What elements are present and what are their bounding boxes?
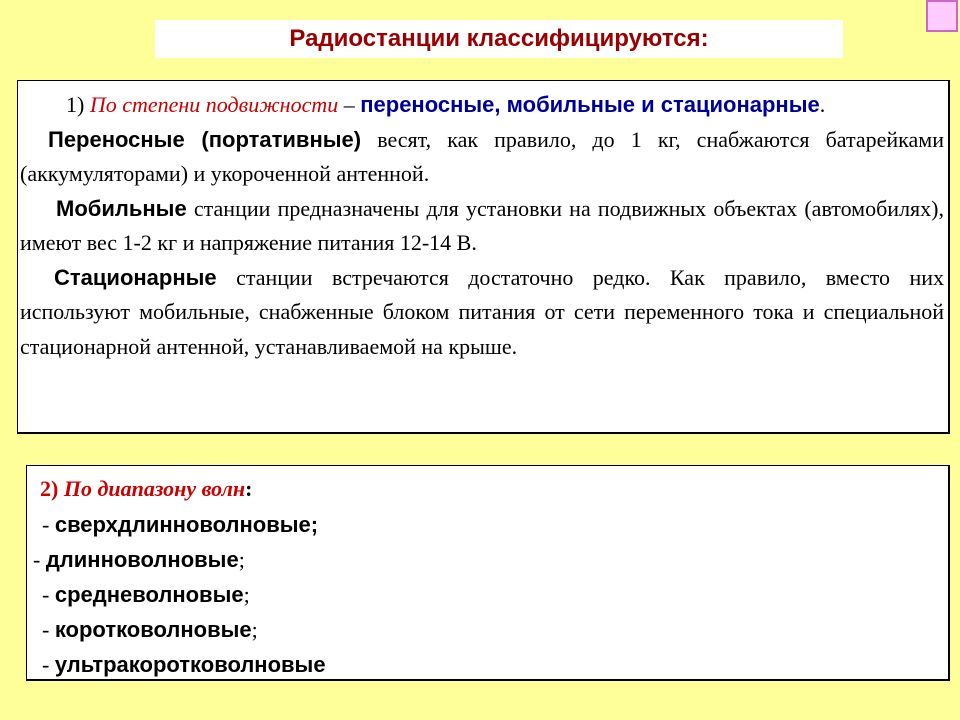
waveband-classification-box xyxy=(26,465,950,681)
waveband-number: 2) xyxy=(40,476,59,501)
list-item-label: средневолновые xyxy=(54,582,244,607)
slide-title: Радиостанции классифицируются: xyxy=(289,25,709,52)
mobile-text: станции предназначены для установки на подвижных объектах (автомобилях), имеют вес 1-2 кг и напряжение питания 12-14 В. xyxy=(20,195,944,255)
stationary-paragraph xyxy=(20,261,944,365)
stationary-term: Стационарные xyxy=(54,264,217,290)
slide-title-bar xyxy=(155,20,843,58)
mobile-paragraph xyxy=(20,192,944,261)
mobility-types: переносные, мобильные и стационарные xyxy=(360,92,820,117)
list-item xyxy=(42,582,250,608)
list-item-end: ; xyxy=(310,512,319,537)
list-item-end: ; xyxy=(251,617,258,642)
list-item-label: ультракоротковолновые xyxy=(54,652,326,677)
list-item-dash: - xyxy=(42,582,55,607)
list-item xyxy=(33,547,245,573)
portable-term: Переносные (портативные) xyxy=(48,126,362,152)
list-item xyxy=(42,512,318,538)
mobility-dash: – xyxy=(338,92,361,117)
mobile-term: Мобильные xyxy=(56,195,187,221)
list-item-label: сверхдлинноволновые xyxy=(54,512,311,537)
waveband-heading-line xyxy=(40,476,252,502)
mobility-heading: По степени подвижности xyxy=(89,92,339,117)
waveband-heading: По диапазону волн xyxy=(63,476,246,501)
list-item-end: ; xyxy=(243,582,250,607)
mobility-period: . xyxy=(819,92,826,117)
list-item-dash: - xyxy=(42,617,55,642)
portable-text: весят, как правило, до 1 кг, снабжаются батарейками (аккумуляторами) и укороченной антенной. xyxy=(20,126,944,186)
portable-paragraph xyxy=(20,123,944,192)
mobility-intro xyxy=(20,88,944,123)
list-item xyxy=(42,652,326,678)
list-item-dash: - xyxy=(33,547,46,572)
slide-corner-marker xyxy=(926,0,958,32)
list-item-end: ; xyxy=(238,547,245,572)
list-item xyxy=(42,617,258,643)
mobility-number: 1) xyxy=(66,92,85,117)
waveband-colon: : xyxy=(245,476,253,501)
list-item-label: коротковолновые xyxy=(54,617,252,642)
mobility-classification-box xyxy=(17,80,950,434)
stationary-text: станции встречаются достаточно редко. Как правило, вместо них используют мобильные, снабженные блоком питания от сети переменного тока и специальной стационарной антенной, устанавливаемой на крыше. xyxy=(20,264,944,359)
list-item-dash: - xyxy=(42,512,55,537)
list-item-dash: - xyxy=(42,652,55,677)
list-item-label: длинноволновые xyxy=(45,547,239,572)
